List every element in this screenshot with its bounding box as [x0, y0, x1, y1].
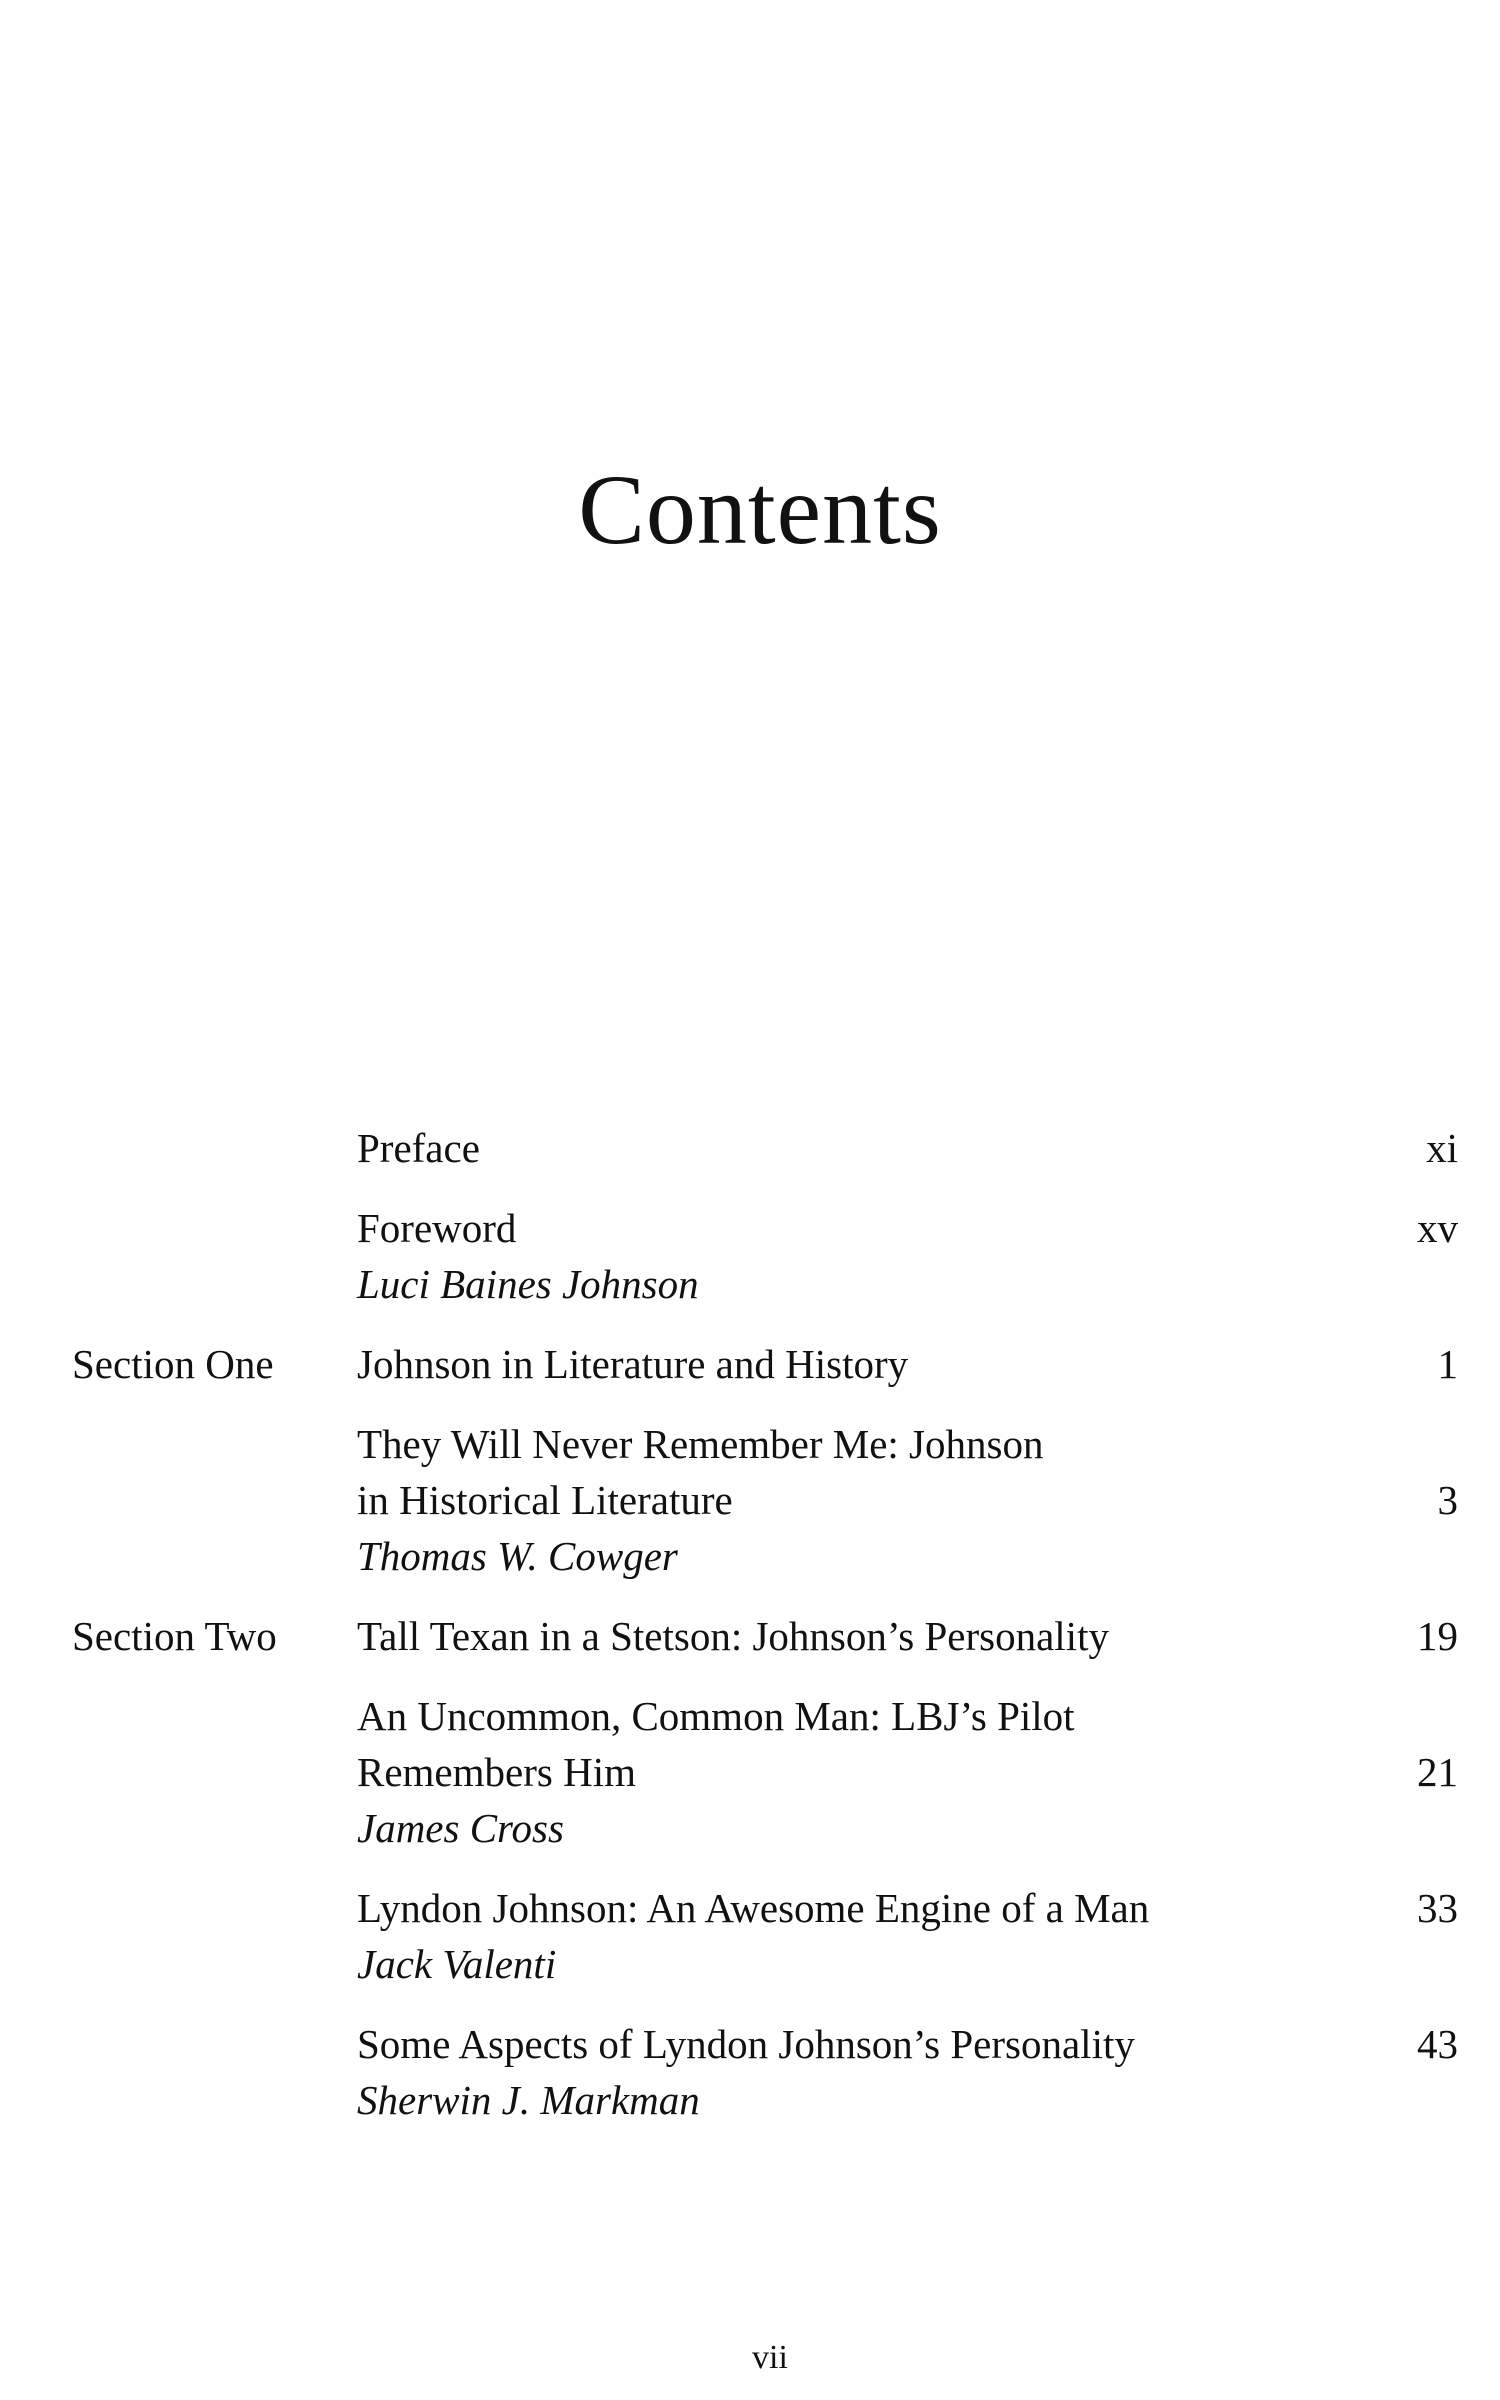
- table-of-contents: [0, 1120, 1500, 2152]
- page-title: Contents: [578, 454, 942, 565]
- toc-entry-page-number: 1: [1437, 1341, 1458, 1387]
- toc-entry-author: James Cross: [357, 1805, 564, 1851]
- toc-entry-page-number: xv: [1417, 1205, 1458, 1251]
- toc-entry-title: Foreword: [357, 1205, 517, 1251]
- toc-entry-page-number: xi: [1426, 1125, 1458, 1171]
- toc-entry: [0, 1200, 1500, 1312]
- toc-entry-author: Sherwin J. Markman: [357, 2077, 700, 2123]
- toc-entry-title: Johnson in Literature and History: [357, 1341, 909, 1387]
- toc-entry-page-number: 19: [1417, 1613, 1458, 1659]
- toc-entry-page-number: 21: [1417, 1749, 1458, 1795]
- toc-entry: [0, 2016, 1500, 2128]
- toc-entry-title: Preface: [357, 1125, 480, 1171]
- toc-entry: [0, 1120, 1500, 1176]
- toc-entry: [0, 1608, 1500, 1664]
- toc-section-label: Section One: [72, 1341, 274, 1387]
- toc-entry-body: [357, 2016, 1257, 2128]
- toc-entry-page-number: 3: [1437, 1477, 1458, 1523]
- toc-entry-title: in Historical Literature: [357, 1477, 733, 1523]
- toc-entry-body: [357, 1120, 1257, 1176]
- toc-entry-page-number: 43: [1417, 2021, 1458, 2067]
- toc-entry-title: Some Aspects of Lyndon Johnson’s Personality: [357, 2021, 1135, 2067]
- toc-entry-title: Lyndon Johnson: An Awesome Engine of a Man: [357, 1885, 1150, 1931]
- toc-entry-page-number: 33: [1417, 1885, 1458, 1931]
- toc-entry-body: [357, 1336, 1257, 1392]
- toc-entry-body: [357, 1416, 1257, 1584]
- toc-section-label: Section Two: [72, 1613, 277, 1659]
- toc-entry-title: Tall Texan in a Stetson: Johnson’s Personality: [357, 1613, 1109, 1659]
- toc-entry: [0, 1688, 1500, 1856]
- toc-entry: [0, 1416, 1500, 1584]
- toc-entry-body: [357, 1688, 1257, 1856]
- toc-entry-author: Jack Valenti: [357, 1941, 557, 1987]
- toc-entry-author: Luci Baines Johnson: [357, 1261, 699, 1307]
- page-number: vii: [752, 2339, 788, 2376]
- toc-entry-body: [357, 1880, 1257, 1992]
- toc-entry-title: They Will Never Remember Me: Johnson: [357, 1421, 1044, 1467]
- toc-entry-body: [357, 1200, 1257, 1312]
- toc-entry-title: Remembers Him: [357, 1749, 636, 1795]
- toc-entry: [0, 1336, 1500, 1392]
- toc-entry-author: Thomas W. Cowger: [357, 1533, 678, 1579]
- toc-entry-title: An Uncommon, Common Man: LBJ’s Pilot: [357, 1693, 1075, 1739]
- toc-entry: [0, 1880, 1500, 1992]
- toc-entry-body: [357, 1608, 1257, 1664]
